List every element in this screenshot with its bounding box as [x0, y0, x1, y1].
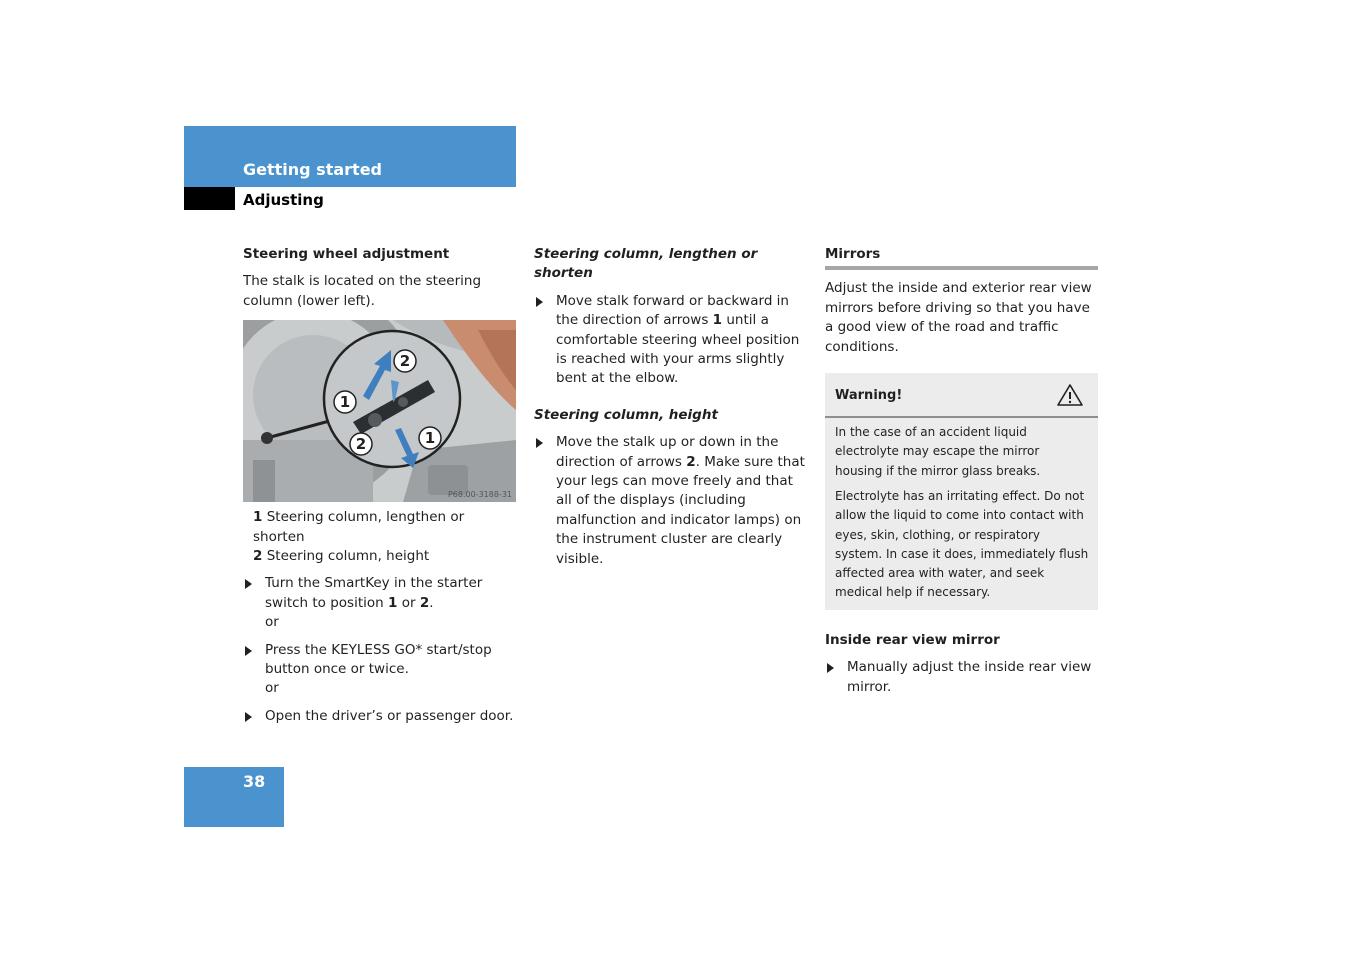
step-keyless-go: Press the KEYLESS GO* start/stop button once or twice. or	[243, 641, 516, 699]
bullet-triangle-icon	[245, 646, 252, 656]
column-mirrors	[825, 245, 1098, 697]
warning-header	[825, 373, 1098, 418]
callout-1-right: 1	[424, 429, 436, 448]
bullet-triangle-icon	[245, 579, 252, 589]
bullet-triangle-icon	[536, 438, 543, 448]
heading-steering-wheel: Steering wheel adjustment	[243, 246, 450, 262]
step-move-stalk-forward: Move stalk forward or backward in the direction of arrows 1 until a comfortable steering wheel position is reached with your arms slightly bent at the elbow.	[534, 292, 809, 389]
callout-2-lower: 2	[355, 435, 367, 454]
bullet-triangle-icon	[536, 297, 543, 307]
figure-legend	[243, 508, 516, 566]
steering-stalk-illustration	[243, 320, 516, 502]
warning-triangle-icon	[1056, 383, 1084, 413]
column-steering-column	[534, 245, 809, 569]
heading-mirrors: Mirrors	[825, 246, 881, 262]
callout-2-upper: 2	[399, 352, 411, 371]
warning-paragraph: In the case of an accident liquid electrolyte may escape the mirror housing if the mirror glass breaks.	[835, 425, 1041, 478]
step-move-stalk-up: Move the stalk up or down in the direction of arrows 2. Make sure that your legs can move freely and that all of the displays (including malfunction and indicator lamps) on the instrument cluster are clearly visible.	[534, 433, 809, 569]
callout-1-left: 1	[339, 393, 351, 412]
heading-inside-mirror: Inside rear view mirror	[825, 631, 1000, 648]
column-steering-wheel	[243, 245, 516, 726]
warning-box	[825, 373, 1098, 610]
figure-code: P68.00-3188-31	[447, 490, 512, 500]
warning-paragraph: Electrolyte has an irritating effect. Do not allow the liquid to come into contact with eyes, skin, clothing, or respiratory system. In case it does, immediately flush affected area with water, and seek medical help if necessary.	[835, 488, 1089, 600]
heading-rule	[825, 266, 1098, 270]
step-adjust-inside-mirror: Manually adjust the inside rear view mirror.	[825, 658, 1098, 697]
intro-text: The stalk is located on the steering column (lower left).	[243, 273, 482, 309]
subsection-marker	[184, 187, 235, 210]
step-turn-smartkey: Turn the SmartKey in the starter switch to position 1 or 2. or	[243, 574, 516, 632]
bullet-triangle-icon	[827, 663, 834, 673]
warning-body	[825, 418, 1098, 610]
heading-lengthen-shorten: Steering column, lengthen or shorten	[534, 246, 758, 282]
bullet-triangle-icon	[245, 712, 252, 722]
subsection-title: Adjusting	[243, 191, 324, 209]
or-text: or	[265, 680, 279, 697]
legend-item: 2 Steering column, height	[253, 548, 430, 565]
or-text: or	[265, 614, 279, 631]
page-number-box	[184, 767, 284, 827]
steering-stalk-figure	[243, 320, 516, 502]
mirrors-intro: Adjust the inside and exterior rear view mirrors before driving so that you have a good view of the road and traffic conditions.	[825, 280, 1092, 355]
page-number: 38	[243, 772, 266, 791]
warning-title: Warning!	[835, 388, 903, 404]
step-open-door: Open the driver’s or passenger door.	[243, 707, 516, 726]
legend-item: 1 Steering column, lengthen or shorten	[253, 509, 465, 545]
heading-height: Steering column, height	[534, 406, 718, 423]
section-title: Getting started	[243, 160, 382, 179]
